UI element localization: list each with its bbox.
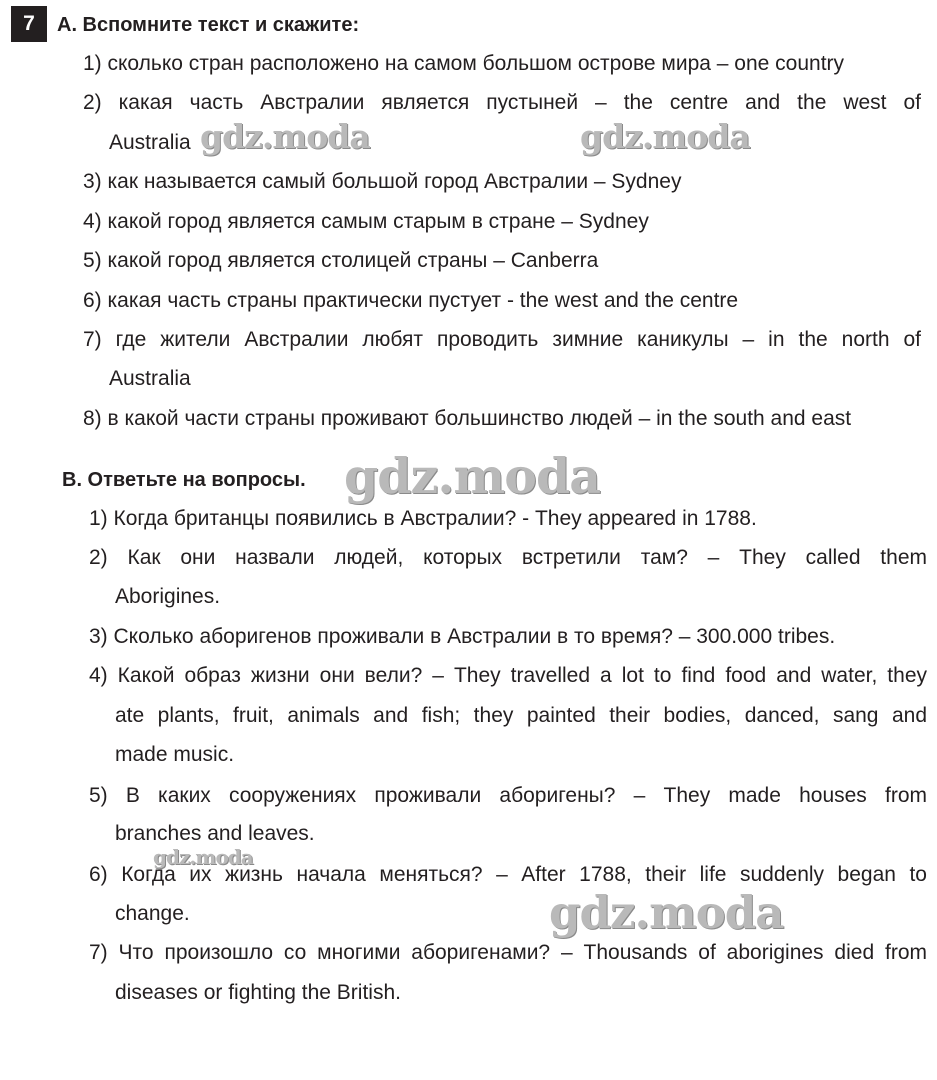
section-a-line-1: 1) сколько стран расположено на самом большом острове мира – one country	[83, 52, 845, 75]
section-b-line-6-cont: change.	[115, 902, 190, 925]
section-a-line-7-cont: Australia	[109, 367, 191, 390]
section-a-line-6: 6) какая часть страны практически пустует - the west and the centre	[83, 289, 739, 312]
watermark-logo: gdz.moda	[153, 845, 253, 869]
section-a-line-3: 3) как называется самый большой город Австралии – Sydney	[83, 170, 682, 193]
section-b-line-7: 7) Что произошло со многими аборигенами? – Thousands of aborigines died from	[89, 941, 927, 964]
section-a-title: A. Вспомните текст и скажите:	[57, 14, 360, 36]
section-b-line-5: 5) В каких сооружениях проживали аборигены? – They made houses from	[89, 784, 927, 807]
exercise-number-badge: 7	[11, 6, 47, 42]
watermark-logo: gdz.moda	[580, 117, 750, 156]
section-b-line-4-cont-1: ate plants, fruit, animals and fish; they painted their bodies, danced, sang and	[115, 704, 927, 727]
section-b-line-7-cont: diseases or fighting the British.	[115, 981, 401, 1004]
section-b-line-2: 2) Как они назвали людей, которых встретили там? – They called them	[89, 546, 927, 569]
watermark-logo: gdz.moda	[549, 886, 784, 939]
section-a-line-2-cont: Australia	[109, 131, 191, 154]
section-a-line-5: 5) какой город является столицей страны – Canberra	[83, 249, 599, 272]
watermark-logo: gdz.moda	[344, 447, 600, 505]
section-b-line-5-cont: branches and leaves.	[115, 822, 315, 845]
section-b-line-4-cont-2: made music.	[115, 743, 235, 766]
section-b-line-1: 1) Когда британцы появились в Австралии? - They appeared in 1788.	[89, 507, 757, 530]
section-b-line-4: 4) Какой образ жизни они вели? – They travelled a lot to find food and water, they	[89, 664, 927, 687]
section-b-title: B. Ответьте на вопросы.	[62, 469, 306, 491]
watermark-logo: gdz.moda	[200, 117, 370, 156]
section-b-line-2-cont: Aborigines.	[115, 585, 221, 608]
section-a-line-4: 4) какой город является самым старым в стране – Sydney	[83, 210, 649, 233]
section-a-line-7: 7) где жители Австралии любят проводить зимние каникулы – in the north of	[83, 328, 921, 351]
section-b-line-3: 3) Сколько аборигенов проживали в Австралии в то время? – 300.000 tribes.	[89, 625, 836, 648]
section-b-line-6: 6) Когда их жизнь начала меняться? – After 1788, their life suddenly began to	[89, 863, 927, 886]
section-a-line-8: 8) в какой части страны проживают большинство людей – in the south and east	[83, 407, 852, 430]
section-a-line-2: 2) какая часть Австралии является пустыней – the centre and the west of	[83, 91, 921, 114]
